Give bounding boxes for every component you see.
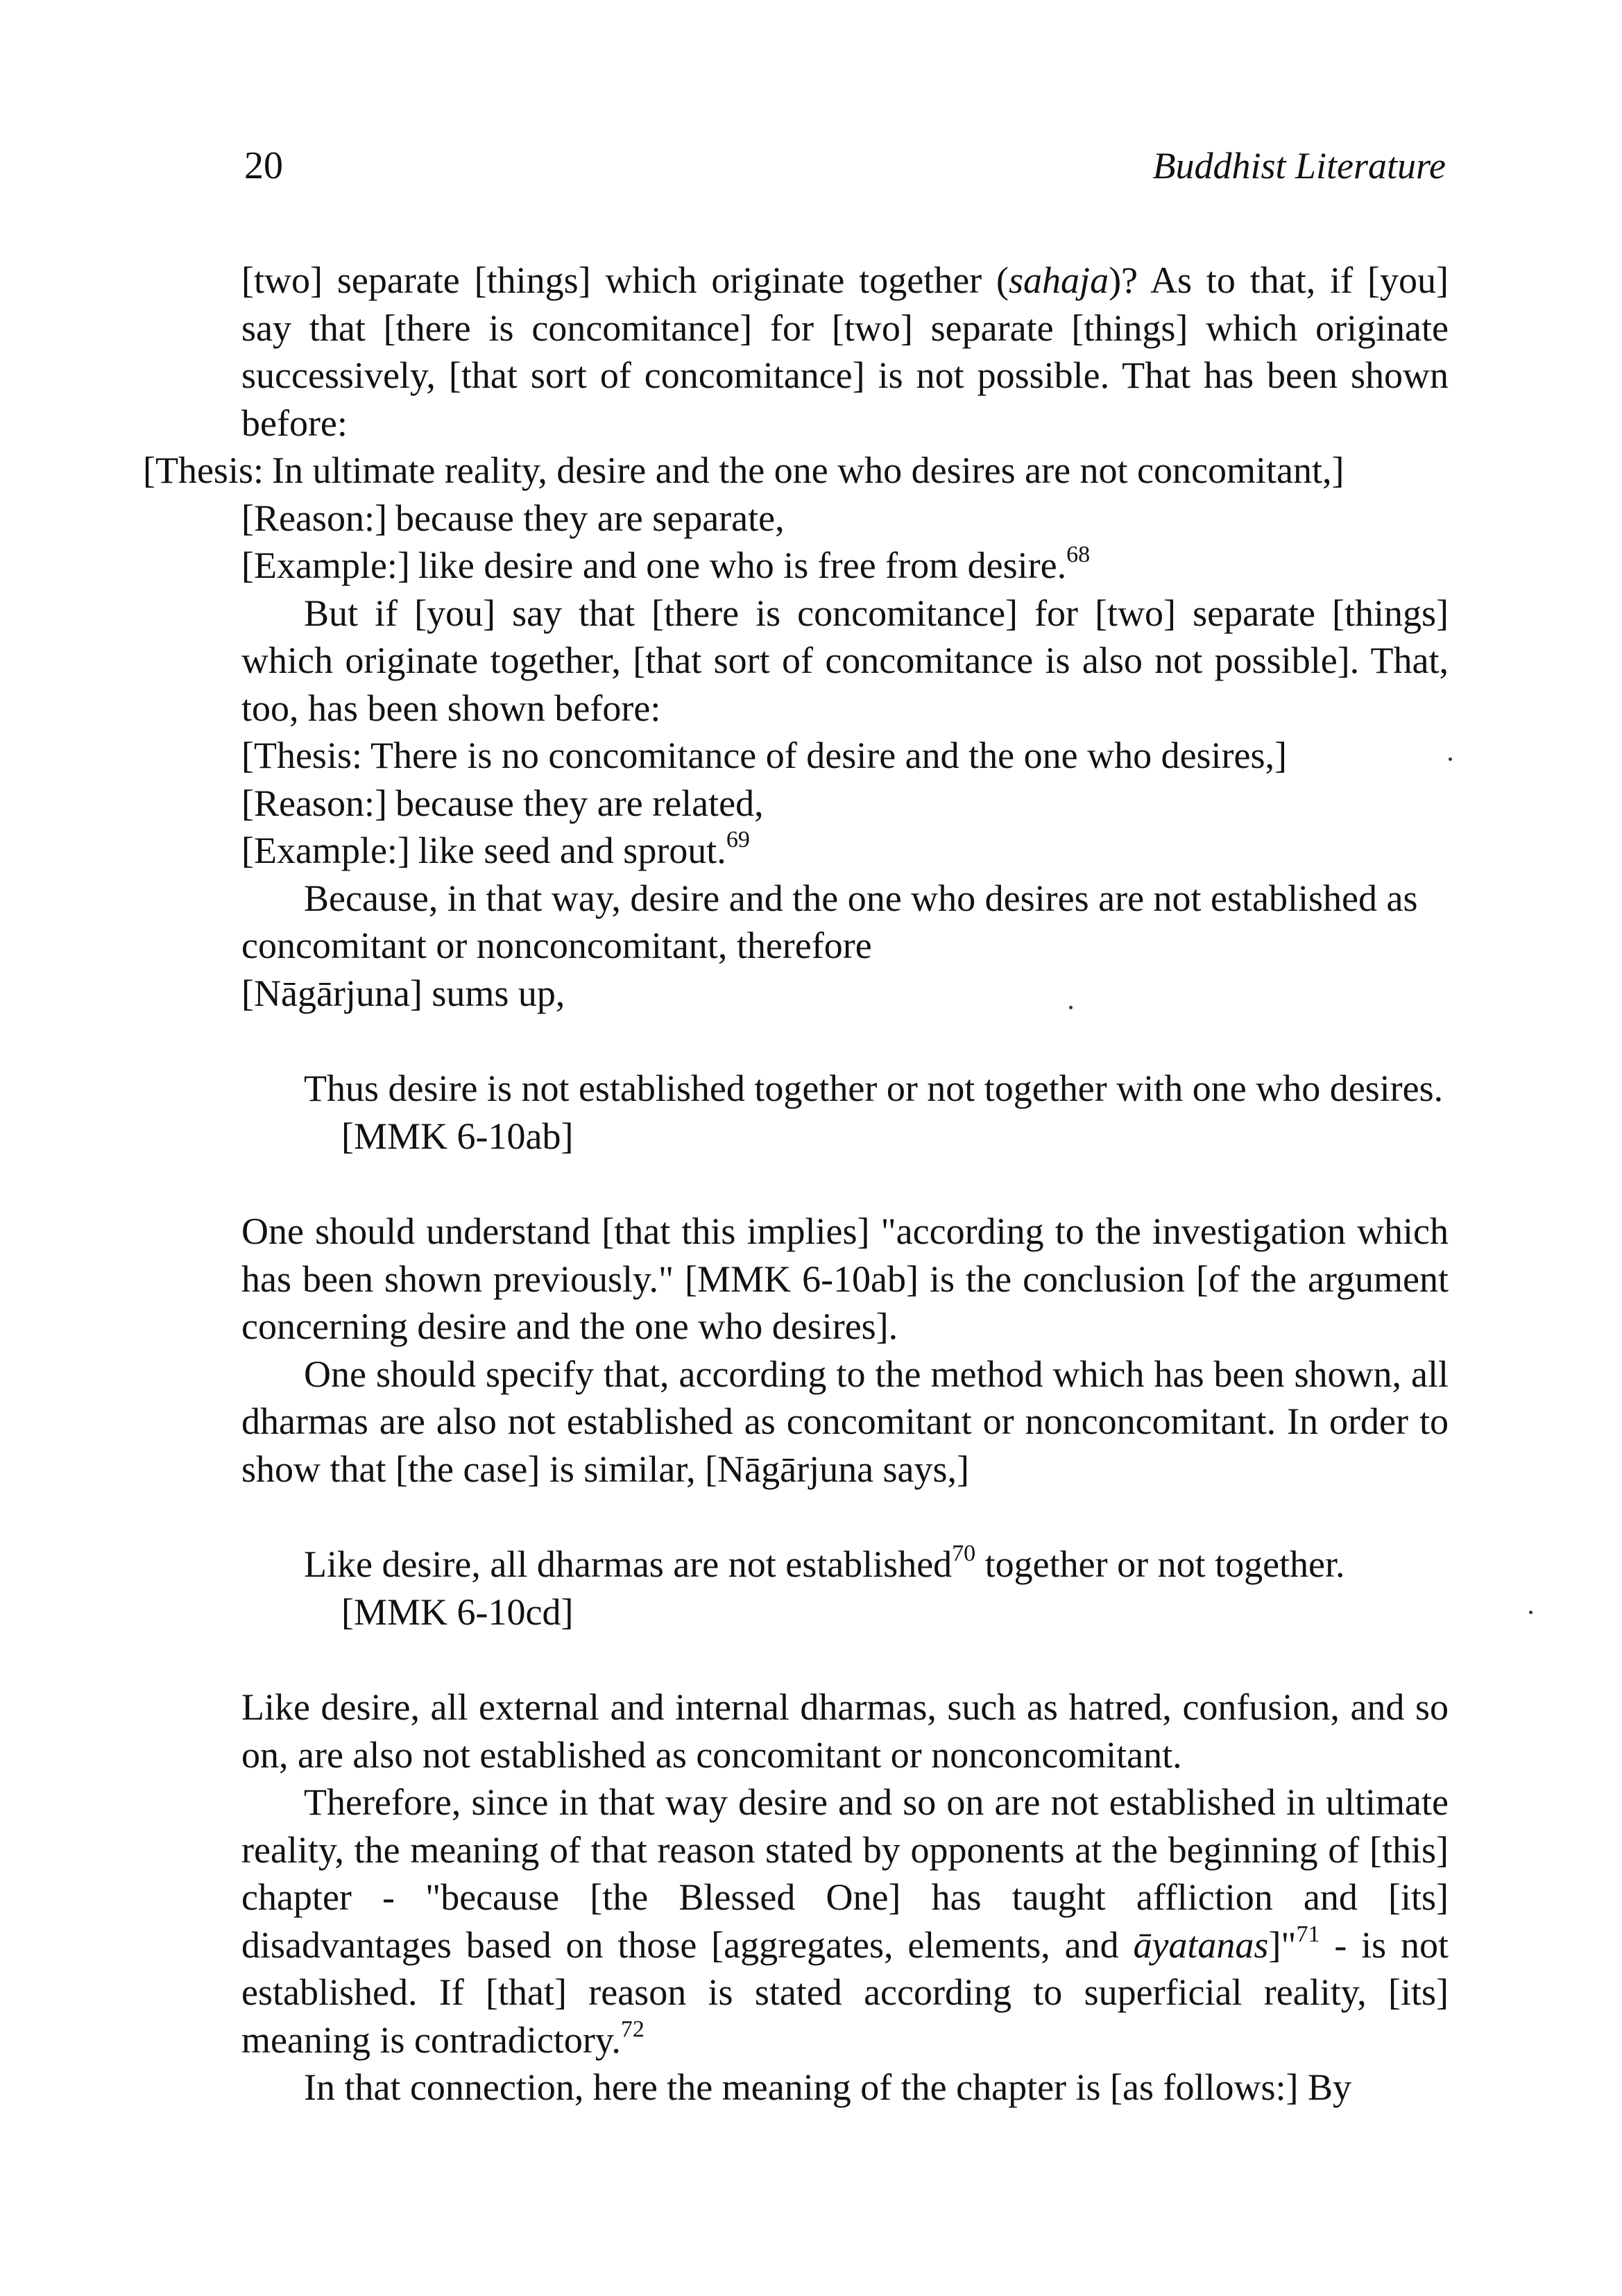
reason-text: because they are related,: [395, 782, 764, 824]
footnote-ref-70[interactable]: 70: [952, 1541, 976, 1566]
reason-text: because they are separate,: [395, 497, 785, 539]
syllogism-example-1: [241, 542, 1449, 590]
paragraph-like-desire: Like desire, all external and internal dharmas, such as hatred, confusion, and so on, are also not established as concomitant or nonconcomitant.: [241, 1686, 1449, 1776]
thesis-text: There is no concomitance of desire and the one who desires,]: [370, 735, 1288, 776]
text-run: [two] separate [things] which originate together (: [241, 259, 1009, 301]
paragraph-understand: One should understand [that this implies] "according to the investigation which has been shown previously." [MMK 6-10ab] is the conclusion [of the argument concerning desire and the one who desires].: [241, 1210, 1449, 1347]
syllogism-reason-1: [241, 495, 1449, 542]
text-run: )? As to that, if [you] say that [there is concomitance] for [two] separate [things] which originate successively, [that sort of concomitance] is not possible. That has been shown before:: [241, 259, 1449, 444]
paragraph-because: Because, in that way, desire and the one who desires are not established as concomitant or nonconcomitant, therefore: [241, 877, 1418, 966]
example-label: [Example:]: [241, 545, 410, 586]
text-run: ]": [1268, 1924, 1297, 1966]
example-text: like desire and one who is free from desire.: [418, 545, 1067, 586]
paragraph-concomitance: But if [you] say that [there is concomitance] for [two] separate [things] which originate together, [that sort of concomitance is also not possible]. That, too, has been shown before:: [241, 592, 1449, 729]
scan-speck: [1069, 1006, 1073, 1009]
paragraph-therefore: [241, 1779, 1449, 2064]
text-run: - is not established. If [that] reason is stated according to superficial reality, [its] meaning is contradictory.: [241, 1924, 1449, 2061]
syllogism-reason-2: [241, 780, 1449, 828]
verse-quote-mmk-6-10ab: Thus desire is not established together or not together with one who desires. [MMK 6-10ab]: [304, 1068, 1444, 1157]
example-text: like seed and sprout.: [418, 830, 726, 871]
paragraph-specify: One should specify that, according to the method which has been shown, all dharmas are also not established as concomitant or nonconcomitant. In order to show that [the case] is similar, [Nāgārjuna says,]: [241, 1353, 1449, 1490]
syllogism-thesis-2: [241, 732, 1449, 780]
running-head: Buddhist Literature: [1152, 145, 1446, 187]
paragraph-in-that-connection: In that connection, here the meaning of the chapter is [as follows:] By: [304, 2066, 1352, 2108]
example-label: [Example:]: [241, 830, 410, 871]
text-run: together or not together. [MMK 6-10cd]: [341, 1543, 1345, 1633]
thesis-label: [Thesis:: [241, 735, 362, 776]
thesis-label: [Thesis:: [143, 449, 264, 491]
footnote-ref-68[interactable]: 68: [1066, 542, 1091, 567]
thesis-text: In ultimate reality, desire and the one who desires are not concomitant,]: [271, 449, 1344, 491]
page-body: [143, 257, 1449, 2111]
term-ayatanas: āyatanas: [1133, 1924, 1269, 1966]
text-run: Therefore, since in that way desire and so on are not established in ultimate reality, the meaning of that reason stated by opponents at the beginning of [this] chapter - "because [the Blessed One] has taught affliction and [its] disadvantages based on those [aggregates, elements, and: [241, 1781, 1449, 1966]
reason-label: [Reason:]: [241, 782, 387, 824]
paragraph-sums-up: [Nāgārjuna] sums up,: [241, 972, 565, 1014]
footnote-ref-69[interactable]: 69: [726, 827, 750, 853]
verse-quote-mmk-6-10cd: [304, 1541, 1449, 1636]
scan-speck: [1449, 757, 1452, 761]
term-sahaja: sahaja: [1009, 259, 1109, 301]
page-number: 20: [244, 144, 283, 187]
paragraph-opening: [241, 257, 1449, 447]
page-header: [244, 142, 1446, 198]
text-run: Like desire, all dharmas are not established: [304, 1543, 953, 1585]
syllogism-example-2: [241, 827, 1449, 875]
reason-label: [Reason:]: [241, 497, 387, 539]
footnote-ref-72[interactable]: 72: [620, 2016, 644, 2042]
footnote-ref-71[interactable]: 71: [1296, 1921, 1320, 1947]
syllogism-thesis-1: [143, 447, 1449, 495]
scan-speck: [1529, 1611, 1533, 1614]
